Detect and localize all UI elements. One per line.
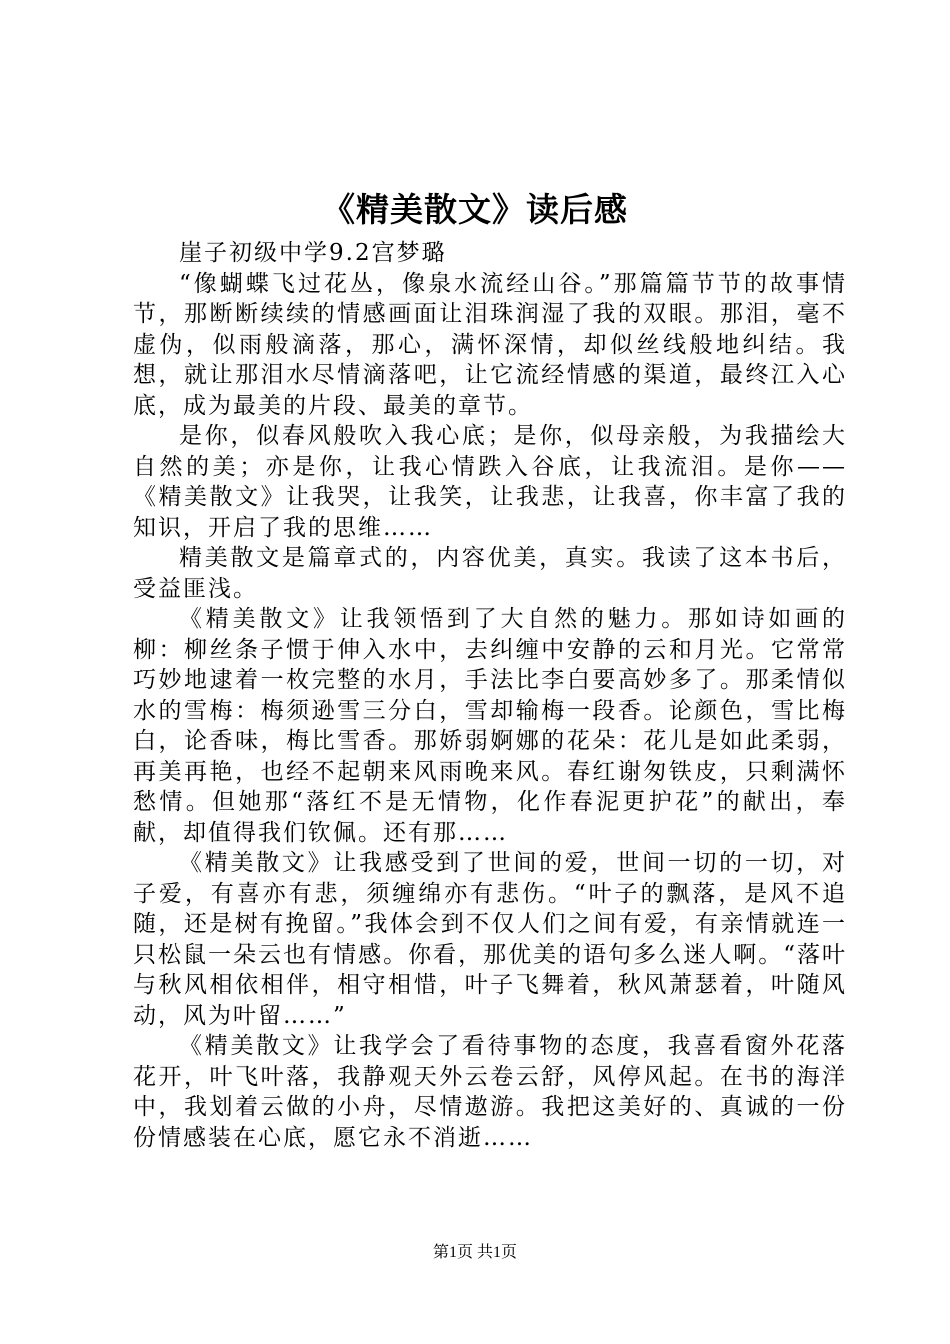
- paragraph: 《精美散文》让我领悟到了大自然的魅力。那如诗如画的柳：柳丝条子惯于伸入水中，去纠缠中安静的云和月光。它常常巧妙地逮着一枚完整的水月，手法比李白要高妙多了。那柔情似水的雪梅：梅须逊雪三分白，雪却输梅一段香。论颜色，雪比梅白，论香味，梅比雪香。那娇弱婀娜的花朵：花儿是如此柔弱，再美再艳，也经不起朝来风雨晚来风。春红谢匆铁皮，只剩满怀愁情。但她那“落红不是无情物，化作春泥更护花”的献出，奉献，却值得我们钦佩。还有那……: [133, 606, 847, 846]
- paragraph: 《精美散文》让我感受到了世间的爱，世间一切的一切，对子爱，有喜亦有悲，须缠绵亦有悲伤。“叶子的飘落，是风不追随，还是树有挽留。”我体会到不仅人们之间有爱，有亲情就连一只松鼠一朵云也有情感。你看，那优美的语句多么迷人啊。“落叶与秋风相依相伴，相守相惜，叶子飞舞着，秋风萧瑟着，叶随风动，风为叶留……”: [133, 850, 847, 1029]
- paragraph: 是你，似春风般吹入我心底；是你，似母亲般，为我描绘大自然的美；亦是你，让我心情跌入谷底，让我流泪。是你——《精美散文》让我哭，让我笑，让我悲，让我喜，你丰富了我的知识，开启了我的思维……: [133, 423, 847, 541]
- paragraph: 《精美散文》让我学会了看待事物的态度，我喜看窗外花落花开，叶飞叶落，我静观天外云卷云舒，风停风起。在书的海洋中，我划着云做的小舟，尽情遨游。我把这美好的、真诚的一份份情感装在心底，愿它永不消逝……: [133, 1033, 847, 1151]
- paragraph: “像蝴蝶飞过花丛，像泉水流经山谷。”那篇篇节节的故事情节，那断断续续的情感画面让泪珠润湿了我的双眼。那泪，毫不虚伪，似雨般滴落，那心，满怀深情，却似丝线般地纠结。我想，就让那泪水尽情滴落吧，让它流经情感的渠道，最终江入心底，成为最美的片段、最美的章节。: [133, 270, 847, 419]
- paragraph: 精美散文是篇章式的，内容优美，真实。我读了这本书后，受益匪浅。: [133, 545, 847, 602]
- page-number-footer: 第1页 共1页: [432, 1244, 517, 1261]
- document-title: 《精美散文》读后感: [322, 190, 628, 229]
- author-line: 崖子初级中学9.2宫梦璐: [179, 240, 447, 266]
- document-body: [133, 238, 847, 1153]
